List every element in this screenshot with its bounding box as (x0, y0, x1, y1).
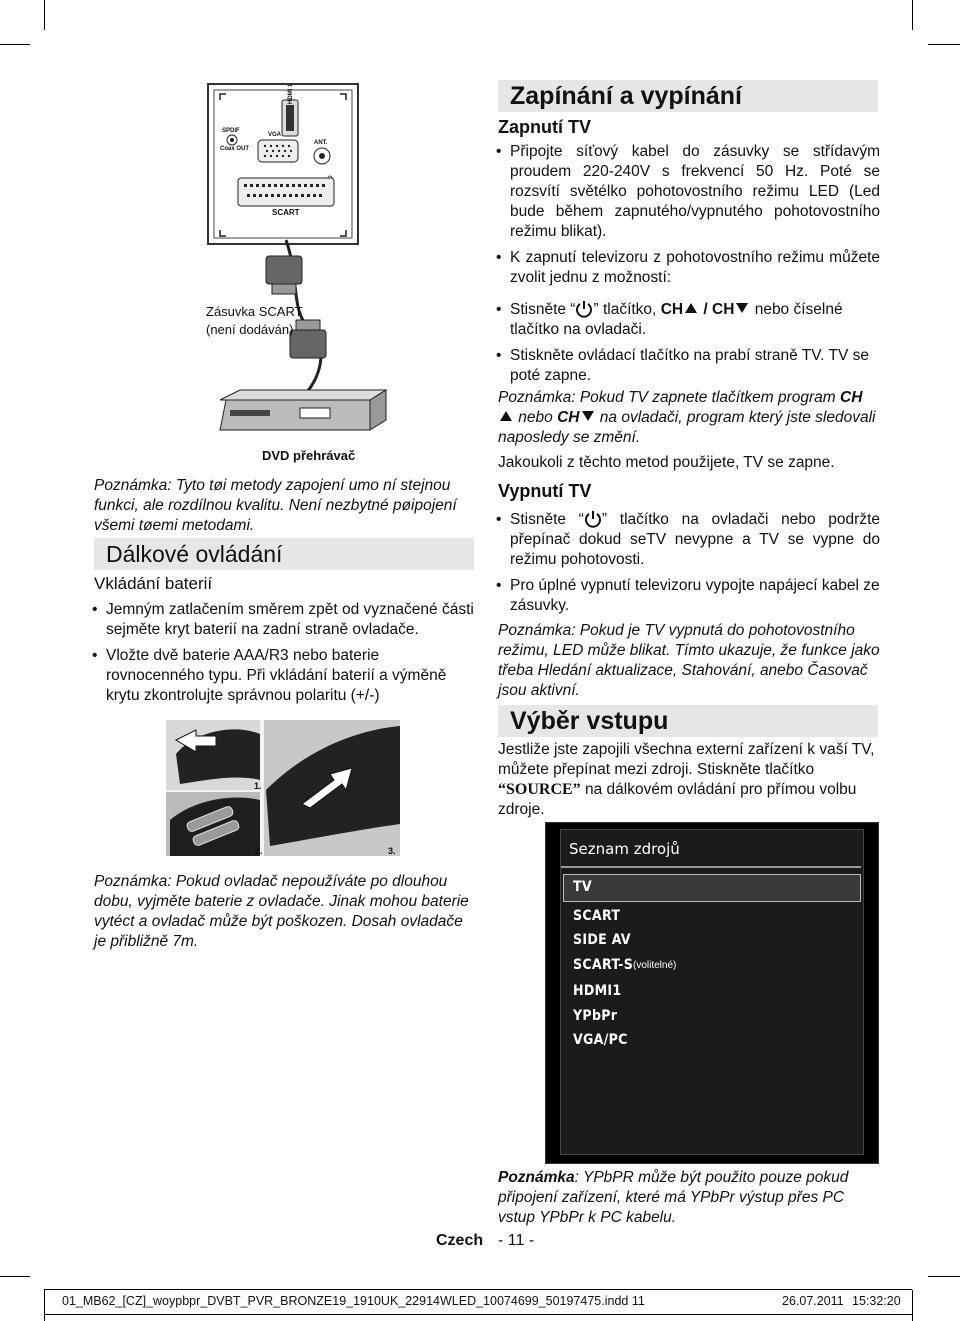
optional-label: (volitelné) (633, 960, 677, 971)
ypbpr-note: Poznámka: YPbPR může být použito pouze pokud připojení zařízení, které má YPbPr výstup přes PC vstup YPbPr k PC kabelu. (498, 1169, 849, 1226)
connection-diagram (190, 80, 390, 450)
power-off-note: Poznámka: Pokud je TV vypnutá do pohotovostního režimu, LED může blikat. Tímto ukazuje, že funkce jako třeba Hledání aktualizace, Stahování, anebo Časovač jsou aktivní. (498, 622, 880, 699)
crop-mark (44, 0, 45, 30)
source-item-side-av[interactable]: SIDE AV (573, 932, 631, 948)
input-text: Jestliže jste zapojili všechna externí zařízení k vaší TV, můžete přepínat mezi zdroji. Stiskněte tlačítko “SOURCE” na dálkovém ovládání pro přímou volbu zdroje. (498, 741, 875, 818)
power-off-bullets (496, 510, 880, 616)
source-list-panel (560, 829, 864, 1155)
source-item-hdmi1[interactable]: HDMI1 (573, 983, 622, 999)
footer-file-name: 01_MB62_[CZ]_woypbpr_DVBT_PVR_BRONZE19_1910UK_22914WLED_10074699_50197475.indd 11 (62, 1294, 645, 1308)
hdmi-label: HDMI 1 (288, 83, 294, 104)
vga-label: VGA (268, 132, 282, 138)
power-icon (575, 300, 593, 318)
coax-label: Coax OUT (220, 146, 250, 152)
source-list-screen (545, 822, 879, 1164)
footer-date: 26.07.2011 (782, 1294, 844, 1308)
up-triangle-icon (685, 303, 697, 313)
remote-bullets (92, 600, 478, 706)
up-triangle-icon (500, 411, 512, 421)
scart-socket-caption: Zásuvka SCART (není dodáván) (206, 304, 303, 337)
either-text: Jakoukoli z těchto metod použijete, TV se zapne. (498, 454, 835, 471)
dvd-caption: DVD přehrávač (262, 448, 356, 463)
power-off-subtitle: Vypnutí TV (498, 481, 592, 501)
source-item-tv[interactable]: TV (573, 879, 592, 895)
remote-title: Dálkové ovládání (94, 538, 474, 570)
crop-mark (0, 44, 30, 45)
source-item-scart-s[interactable]: SCART-S (573, 957, 634, 973)
source-list-selection (563, 874, 861, 902)
power-off-bullet-1: • Stisněte “ ” tlačítko na ovladači nebo podržte přepínač dokud seTV nevypne a TV se vypne do režimu pohotovosti. (496, 510, 880, 570)
scart-label: SCART (272, 208, 300, 217)
source-list-title: Seznam zdrojů (569, 840, 680, 858)
power-bullet-3: • Stisněte “ ” tlačítko, CH / CH nebo číselné tlačítko na ovladači. (496, 300, 880, 340)
crop-mark (928, 1276, 960, 1277)
input-title: Výběr vstupu (498, 705, 878, 737)
battery-step-3: 3. (388, 846, 396, 856)
remote-subtitle: Vkládání baterií (94, 574, 213, 593)
power-title: Zapínání a vypínání (498, 80, 878, 112)
down-triangle-icon (582, 411, 594, 421)
power-on-subtitle: Zapnutí TV (498, 117, 591, 137)
power-on-bullets (496, 142, 880, 386)
source-list-divider (561, 866, 861, 868)
source-item-scart[interactable]: SCART (573, 908, 621, 924)
footer-time: 15:32:20 (852, 1294, 901, 1308)
crop-mark (928, 44, 960, 45)
battery-step-2: 2. (255, 846, 263, 856)
source-item-ypbpr[interactable]: YPbPr (573, 1008, 618, 1024)
battery-step-1: 1. (254, 781, 262, 791)
power-bullet-2: • K zapnutí televizoru z pohotovostního režimu můžete zvolit jednu z možností: (496, 248, 880, 288)
down-triangle-icon (736, 303, 748, 313)
source-item-vga-pc[interactable]: VGA/PC (573, 1032, 628, 1048)
footer-page-number: - 11 - (498, 1232, 535, 1249)
crop-mark (912, 1290, 913, 1321)
footer-language: Czech (436, 1232, 484, 1249)
crop-mark (912, 0, 913, 30)
ant-label: ANT. (314, 140, 328, 146)
power-icon (584, 510, 602, 528)
crop-mark (0, 1276, 30, 1277)
spdif-label: SPDIF (222, 128, 240, 134)
remote-bullet-1: • Jemným zatlačením směrem zpět od vyznačené části sejměte kryt baterií na zadní straně ovladače. (92, 600, 478, 640)
power-bullet-1: • Připojte síťový kabel do zásuvky se střídavým proudem 220-240V s frekvencí 50 Hz. Poté se rozsvítí světélko pohotovostního režimu LED (Led bude během zapnutého/vypnutého pohotovostního režimu blikat). (496, 142, 880, 242)
power-bullet-4: • Stiskněte ovládací tlačítko na prabí straně TV. TV se poté zapne. (496, 346, 880, 386)
power-off-bullet-2: • Pro úplné vypnutí televizoru vypojte napájecí kabel ze zásuvky. (496, 576, 880, 616)
left-note: Poznámka: Tyto tøi metody zapojení umo ní stejnou funkci, ale rozdílnou kvalitu. Není nezbytné pøipojení všemi tøemi metodami. (94, 477, 457, 534)
power-note: Poznámka: Pokud TV zapnete tlačítkem program CH nebo CH na ovladači, program který jste sledovali naposledy se změní. (498, 389, 876, 446)
remote-bullet-2: • Vložte dvě baterie AAA/R3 nebo baterie rovnocenného typu. Při vkládání baterií a výměně krytu zkontrolujte správnou polaritu (+/-) (92, 646, 478, 706)
remote-note: Poznámka: Pokud ovladač nepoužíváte po dlouhou dobu, vyjměte baterie z ovladače. Jinak mohou baterie vytéct a ovladač může být poškozen. Dosah ovladače je přibližně 7m. (94, 873, 469, 950)
battery-photo (166, 720, 400, 856)
